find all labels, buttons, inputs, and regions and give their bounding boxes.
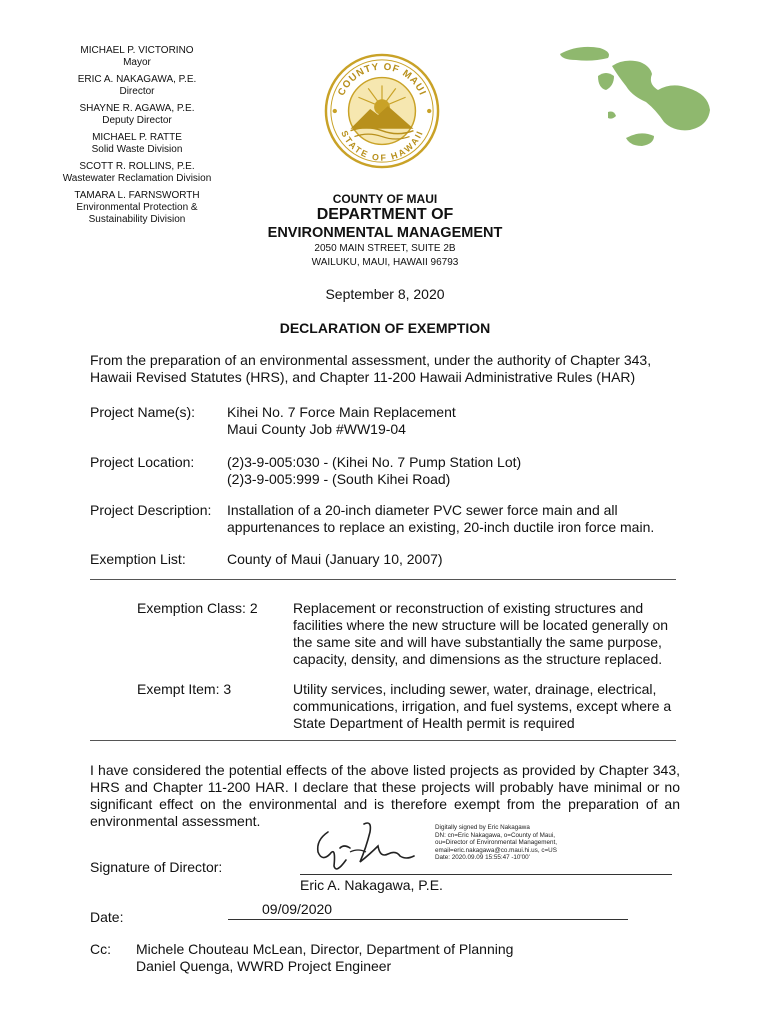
address-line2: WAILUKU, MAUI, HAWAII 96793: [311, 257, 459, 268]
exemption-list-value: County of Maui (January 10, 2007): [227, 551, 443, 567]
exemption-class-label: Exemption Class: 2: [137, 600, 258, 616]
staff-title: Sustainability Division: [88, 214, 186, 225]
staff-name: TAMARA L. FARNSWORTH: [74, 190, 200, 201]
signature-label: Signature of Director:: [90, 859, 223, 875]
digital-signature-line: DN: cn=Eric Nakagawa, o=County of Maui,: [435, 831, 556, 839]
staff-name: MICHAEL P. VICTORINO: [80, 45, 194, 56]
cc-list: [136, 941, 513, 975]
project-location-label: Project Location:: [90, 454, 195, 470]
staff-title: Environmental Protection &: [76, 202, 198, 213]
staff-name: SHAYNE R. AGAWA, P.E.: [79, 103, 195, 114]
exempt-item-label: Exempt Item: 3: [137, 681, 232, 697]
determination-paragraph: I have considered the potential effects of the above listed projects as provided by Chapter 343, HRS and Chapter 11-200 HAR. I declare that these projects will probably have minimal or no significant effect on the environmental and is therefore exempt from the preparation of an environmental assessment.: [90, 762, 680, 829]
staff-name: SCOTT R. ROLLINS, P.E.: [79, 161, 195, 172]
signature-line: [300, 874, 672, 875]
project-description-label: Project Description:: [90, 502, 212, 518]
exempt-item-text: Utility services, including sewer, water, drainage, electrical, communications, irrigation, and fuel systems, except where a State Department of Health permit is required: [293, 681, 672, 731]
date-label: Date:: [90, 909, 124, 925]
staff-title: Wastewater Reclamation Division: [62, 173, 212, 184]
staff-name: ERIC A. NAKAGAWA, P.E.: [77, 74, 197, 85]
project-name-line1: Kihei No. 7 Force Main Replacement: [227, 404, 456, 420]
staff-title: Solid Waste Division: [91, 144, 183, 155]
document-date: September 8, 2020: [325, 286, 445, 302]
project-name-label: Project Name(s):: [90, 404, 196, 420]
digital-signature-line: Date: 2020.09.09 15:55:47 -10'00': [435, 854, 530, 862]
project-location-line1: (2)3-9-005:030 - (Kihei No. 7 Pump Station Lot): [227, 454, 522, 470]
department-line2: ENVIRONMENTAL MANAGEMENT: [267, 225, 503, 241]
project-description-value: Installation of a 20-inch diameter PVC sewer force main and all appurtenances to replace an existing, 20-inch ductile iron force main.: [227, 502, 655, 535]
county-name: COUNTY OF MAUI: [332, 192, 438, 206]
divider: [90, 579, 676, 580]
staff-name: MICHAEL P. RATTE: [92, 132, 182, 143]
digital-signature-line: email=eric.nakagawa@co.maui.hi.us, c=US: [435, 846, 557, 854]
seal-top-text: COUNTY OF MAUI: [336, 61, 428, 98]
project-name-line2: Maui County Job #WW19-04: [227, 421, 406, 437]
department-line1: DEPARTMENT OF: [316, 206, 454, 223]
document-heading: DECLARATION OF EXEMPTION: [279, 320, 491, 336]
digital-signature-block: [435, 824, 575, 862]
department-address: [262, 242, 508, 270]
staff-title: Director: [119, 86, 155, 97]
project-location-value: [227, 454, 521, 488]
cc-recipient: Daniel Quenga, WWRD Project Engineer: [136, 958, 392, 974]
staff-list: [58, 45, 216, 226]
digital-signature-line: ou=Director of Environmental Management,: [435, 839, 557, 847]
project-name-value: [227, 404, 456, 438]
address-line1: 2050 MAIN STREET, SUITE 2B: [314, 243, 456, 254]
intro-paragraph: From the preparation of an environmental assessment, under the authority of Chapter 343, Hawaii Revised Statutes (HRS), and Chapter 11-200 Hawaii Administrative Rules (HAR): [90, 352, 652, 385]
county-seal: [323, 52, 441, 170]
department-title: [262, 206, 508, 242]
divider: [90, 740, 676, 741]
maui-county-islands-map: [548, 40, 718, 160]
digital-signature-line: Digitally signed by Eric Nakagawa: [435, 824, 530, 831]
handwritten-signature: [306, 818, 418, 876]
exemption-class-text: Replacement or reconstruction of existing structures and facilities where the new structure will be located generally on the same site and will have substantially the same purpose, capacity, density, and dimensions as the structure replaced.: [293, 600, 669, 667]
seal-bottom-text: STATE OF HAWAII: [339, 129, 425, 163]
director-name: Eric A. Nakagawa, P.E.: [300, 877, 443, 893]
exemption-list-label: Exemption List:: [90, 551, 186, 567]
staff-title: Deputy Director: [102, 115, 172, 126]
staff-title: Mayor: [123, 57, 151, 68]
signature-date: 09/09/2020: [262, 901, 333, 917]
cc-recipient: Michele Chouteau McLean, Director, Department of Planning: [136, 941, 514, 957]
project-location-line2: (2)3-9-005:999 - (South Kihei Road): [227, 471, 451, 487]
date-line: [228, 919, 628, 920]
cc-label: Cc:: [90, 941, 111, 957]
